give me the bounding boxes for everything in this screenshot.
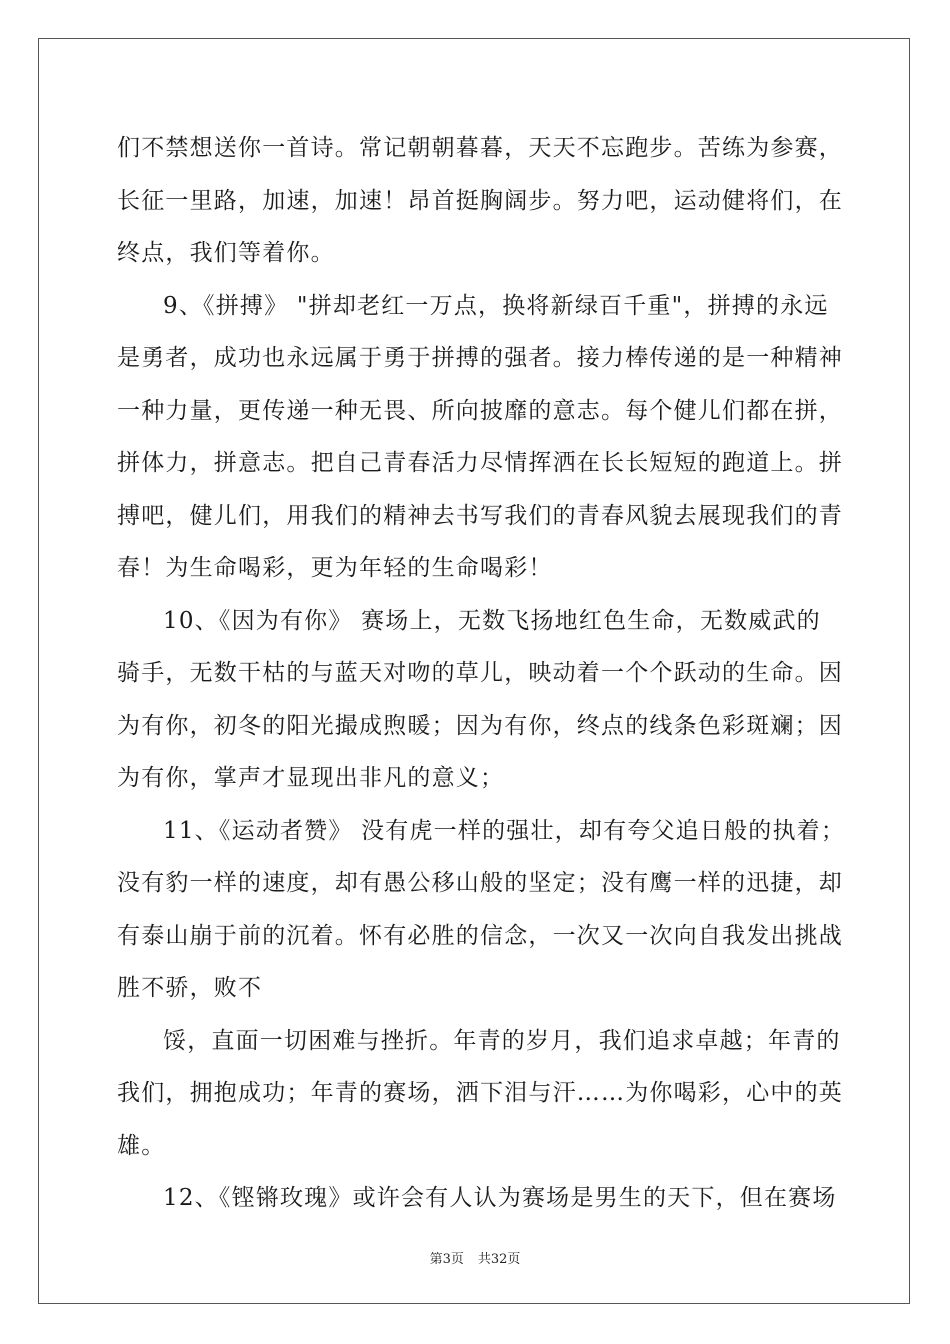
text-line: 们不禁想送你一首诗。常记朝朝暮暮，天天不忘跑步。苦练为参赛， bbox=[117, 135, 843, 161]
text-line: 9、《拼搏》 "拼却老红一万点，换将新绿百千重"，拼搏的永远 bbox=[163, 292, 829, 319]
text-line: 骑手，无数干枯的与蓝天对吻的草儿，映动着一个个跃动的生命。因 bbox=[117, 660, 843, 686]
text-line: 终点，我们等着你。 bbox=[117, 240, 335, 266]
text-line: 我们，拥抱成功；年青的赛场，洒下泪与汗……为你喝彩，心中的英 bbox=[117, 1080, 843, 1106]
page-number: 第3页 bbox=[429, 1252, 464, 1267]
text-line: 是勇者，成功也永远属于勇于拼搏的强者。接力棒传递的是一种精神 bbox=[117, 345, 843, 371]
text-line: 春！为生命喝彩，更为年轻的生命喝彩！ bbox=[117, 555, 553, 581]
text-line: 馁，直面一切困难与挫折。年青的岁月，我们追求卓越；年青的 bbox=[163, 1027, 841, 1054]
page-total: 共32页 bbox=[477, 1252, 521, 1267]
text-line: 10、《因为有你》 赛场上，无数飞扬地红色生命，无数威武的 bbox=[163, 607, 821, 634]
page-footer bbox=[0, 1248, 950, 1267]
text-line: 胜不骄，败不 bbox=[117, 975, 263, 1001]
text-line: 雄。 bbox=[117, 1132, 166, 1159]
text-line: 没有豹一样的速度，却有愚公移山般的坚定；没有鹰一样的迅捷，却 bbox=[117, 870, 843, 896]
text-line: 搏吧，健儿们，用我们的精神去书写我们的青春风貌去展现我们的青 bbox=[117, 502, 843, 529]
text-line: 12、《铿锵玫瑰》或许会有人认为赛场是男生的天下，但在赛场 bbox=[163, 1185, 837, 1211]
text-line: 11、《运动者赞》 没有虎一样的强壮，却有夸父追日般的执着； bbox=[163, 817, 846, 844]
text-line: 为有你，初冬的阳光撮成煦暖；因为有你，终点的线条色彩斑斓；因 bbox=[117, 712, 843, 739]
text-line: 拼体力，拼意志。把自己青春活力尽情挥洒在长长短短的跑道上。拼 bbox=[117, 450, 843, 476]
text-line: 为有你，掌声才显现出非凡的意义； bbox=[117, 765, 505, 791]
text-line: 一种力量，更传递一种无畏、所向披靡的意志。每个健儿们都在拼， bbox=[117, 397, 843, 424]
text-line: 有泰山崩于前的沉着。怀有必胜的信念，一次又一次向自我发出挑战 bbox=[117, 922, 843, 949]
text-line: 长征一里路，加速，加速！昂首挺胸阔步。努力吧，运动健将们，在 bbox=[117, 187, 843, 214]
document-body bbox=[117, 122, 846, 1225]
